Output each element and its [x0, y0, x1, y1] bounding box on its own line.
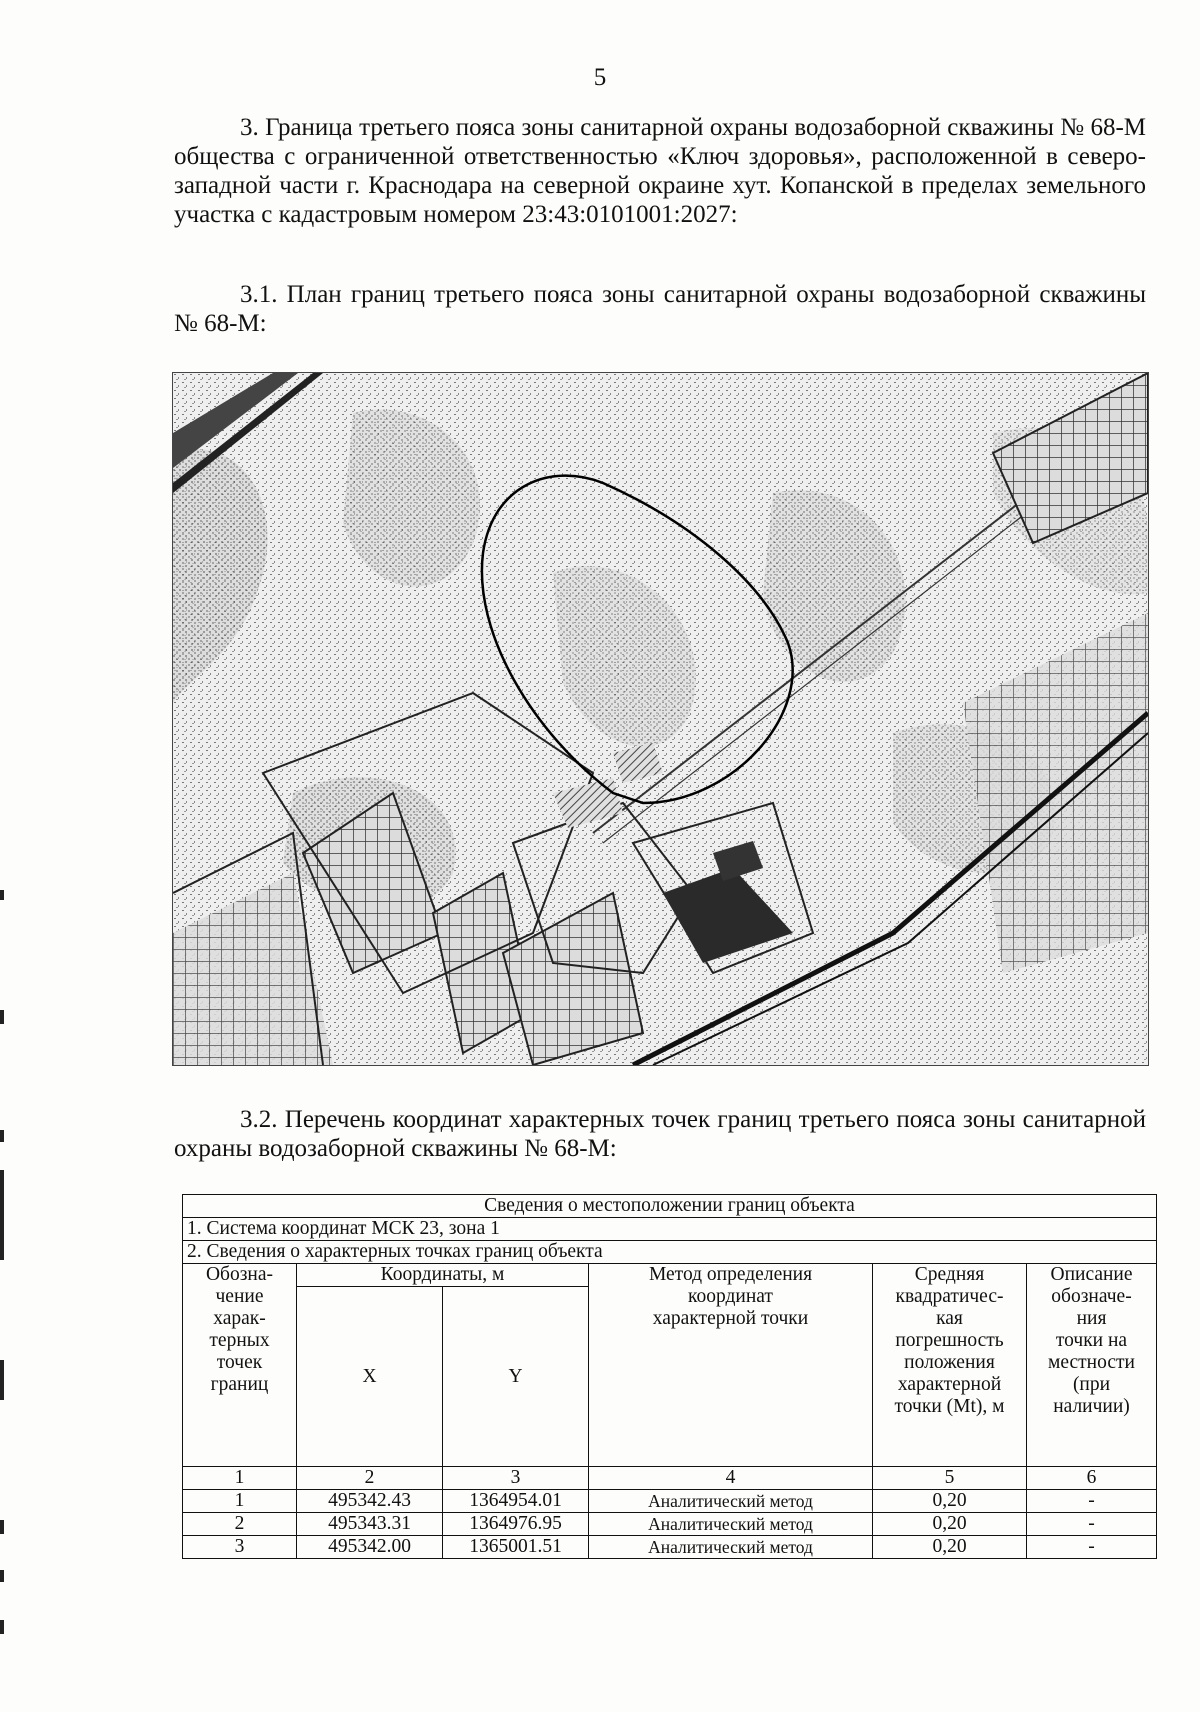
scan-margin-mark [0, 1570, 4, 1582]
header-y: Y [443, 1287, 589, 1467]
point-error: 0,20 [873, 1513, 1027, 1536]
point-error: 0,20 [873, 1490, 1027, 1513]
column-number: 6 [1027, 1467, 1157, 1490]
point-x: 495342.00 [297, 1536, 443, 1559]
points-header: 2. Сведения о характерных точках границ объекта [183, 1241, 1157, 1264]
point-x: 495343.31 [297, 1513, 443, 1536]
point-y: 1364976.95 [443, 1513, 589, 1536]
coordinates-table [182, 1194, 1157, 1559]
point-x: 495342.43 [297, 1490, 443, 1513]
section-3-2-paragraph [174, 1105, 1146, 1163]
section-3-2-text: 3.2. Перечень координат характерных точек границ третьего пояса зоны санитарной охраны водозаборной скважины № 68-М: [174, 1106, 1146, 1162]
point-method: Аналитический метод [589, 1490, 873, 1513]
header-method: Метод определения координат характерной точки [589, 1264, 873, 1467]
section-3-1-text: 3.1. План границ третьего пояса зоны санитарной охраны водозаборной скважины № 68-М: [174, 281, 1146, 337]
section-3-1-paragraph [174, 280, 1146, 338]
coord-system: 1. Система координат МСК 23, зона 1 [183, 1218, 1157, 1241]
scan-margin-mark [0, 890, 4, 900]
scan-margin-mark [0, 1360, 4, 1400]
point-number: 3 [183, 1536, 297, 1559]
scan-margin-mark [0, 1130, 4, 1142]
header-description: Описание обозначе- ния точки на местности (при наличии) [1027, 1264, 1157, 1467]
section-3-text: 3. Граница третьего пояса зоны санитарной охраны водозаборной скважины № 68-М общества с ограниченной ответственностью «Ключ здоровья», расположенной в северо-западной части г. Краснодара на северной окраине хут. Копанской в пределах земельного участка с кадастровым номером 23:43:0101001:2027: [174, 114, 1146, 228]
scan-margin-mark [0, 1520, 4, 1534]
column-number: 1 [183, 1467, 297, 1490]
table-row [183, 1490, 1157, 1513]
point-description: - [1027, 1536, 1157, 1559]
scan-margin-mark [0, 1170, 4, 1260]
table-title: Сведения о местоположении границ объекта [183, 1195, 1157, 1218]
column-number: 3 [443, 1467, 589, 1490]
scan-margin-mark [0, 1010, 4, 1024]
point-number: 2 [183, 1513, 297, 1536]
point-y: 1365001.51 [443, 1536, 589, 1559]
table-row [183, 1536, 1157, 1559]
column-number: 2 [297, 1467, 443, 1490]
table-row [183, 1513, 1157, 1536]
column-number: 5 [873, 1467, 1027, 1490]
boundary-plan-map [172, 372, 1149, 1066]
section-3-paragraph [174, 113, 1146, 229]
point-y: 1364954.01 [443, 1490, 589, 1513]
page-number: 5 [593, 64, 607, 91]
point-method: Аналитический метод [589, 1536, 873, 1559]
point-method: Аналитический метод [589, 1513, 873, 1536]
point-description: - [1027, 1490, 1157, 1513]
header-designation: Обозна- чение харак- терных точек границ [183, 1264, 297, 1467]
header-x: X [297, 1287, 443, 1467]
point-number: 1 [183, 1490, 297, 1513]
column-number: 4 [589, 1467, 873, 1490]
header-coordinates: Координаты, м [297, 1264, 589, 1287]
scan-margin-mark [0, 1620, 4, 1634]
point-error: 0,20 [873, 1536, 1027, 1559]
header-error: Средняя квадратичес- кая погрешность положения характерной точки (Mt), м [873, 1264, 1027, 1467]
point-description: - [1027, 1513, 1157, 1536]
